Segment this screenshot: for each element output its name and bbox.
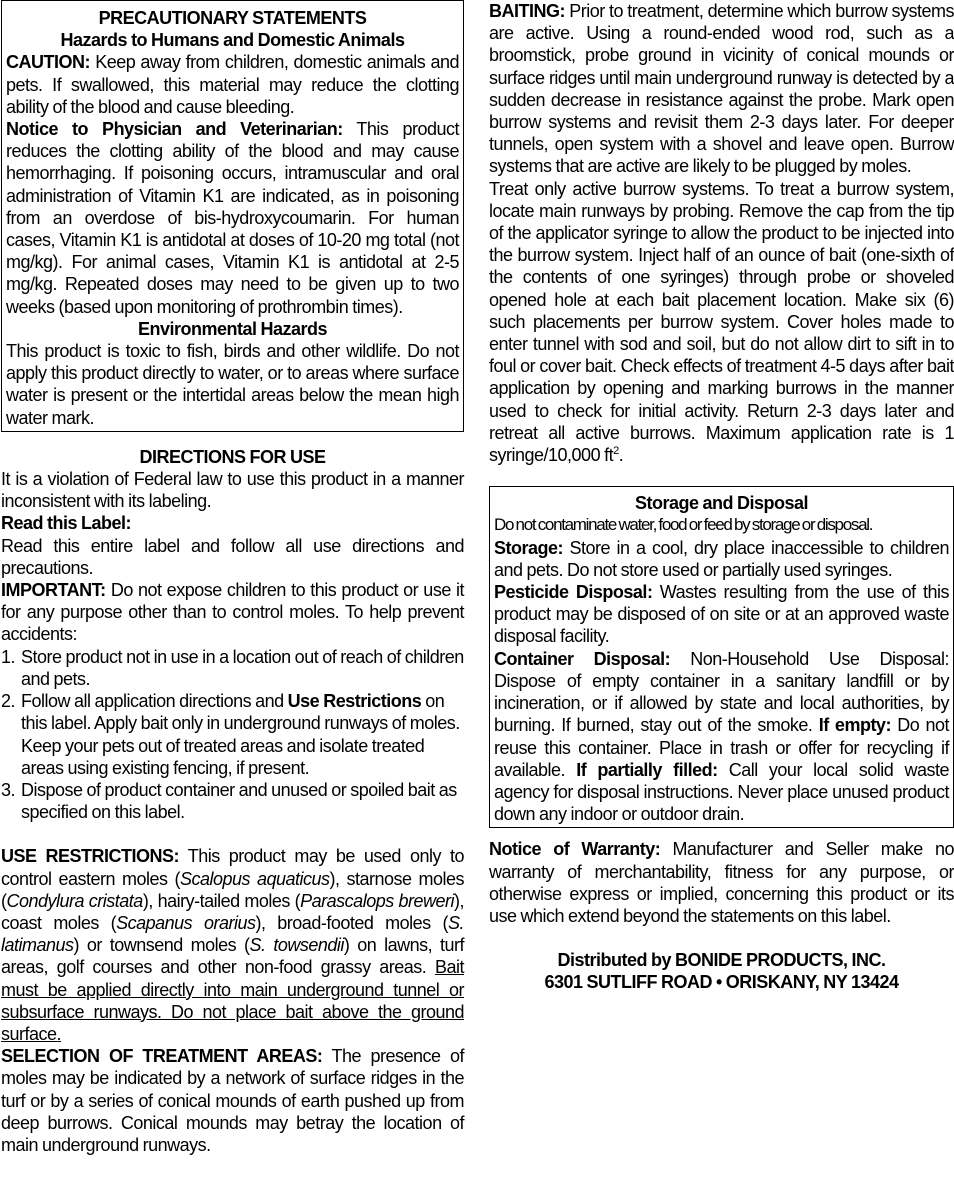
list-item-number: 1. <box>1 646 16 667</box>
use-restrictions-text: ), broad-footed moles ( <box>255 912 448 933</box>
list-item <box>1 779 464 823</box>
warranty-label: Notice of Warranty: <box>489 839 661 860</box>
container-disposal-label: Container Disposal: <box>494 648 671 669</box>
read-label-text: Read this entire label and follow all use directions and precautions. <box>1 535 464 578</box>
use-restrictions-text: ), hairy-tailed moles ( <box>142 890 301 911</box>
container-disposal-paragraph <box>494 648 949 826</box>
species-name: Parascalops breweri <box>300 890 454 911</box>
list-item-text: Follow all application directions and <box>21 691 288 712</box>
caution-paragraph <box>6 51 459 118</box>
storage-disposal-box <box>489 486 954 828</box>
list-item-number: 3. <box>1 779 16 800</box>
notice-text: This product reduces the clotting ability of the blood and may cause hemorrhaging. If poisoning occurs, intramuscular and oral administration of Vitamin K1 are indicated, as in poisoning from an overdose of bis-hydroxycoumarin. For human cases, Vitamin K1 is antidotal at doses of 10-20 mg total (not mg/kg). For animal cases, Vitamin K1 is antidotal at 2-5 mg/kg. Repeated doses may need to be given up to two weeks (based upon monitoring of prothrombin times). <box>6 119 459 317</box>
treat-text: Treat only active burrow systems. To treat a burrow system, locate main runways by probing. Remove the cap from the tip of the applicator syringe to allow the product to be injected into the burrow system. Inject half of an ounce of bait (one-sixth of the contents of one syringes) through probe or shoveled opened hole at each bait placement location. Make six (6) such placements per burrow system. Cover holes made to enter tunnel with sod and soil, but do not allow dirt to sift in to foul or cover bait. Check effects of treatment 4-5 days after bait application by opening and marking burrows in the manner used to check for initial activity. Return 2-3 days later and retreat all active burrows. Maximum application rate is 1 syringe/10,000 ft <box>489 178 954 466</box>
environmental-hazards-text: This product is toxic to fish, birds and other wildlife. Do not apply this product directly to water, or to areas where surface water is present or the intertidal areas below the mean high water mark. <box>6 341 459 428</box>
precautionary-title: PRECAUTIONARY STATEMENTS <box>98 8 367 28</box>
directions-intro: It is a violation of Federal law to use this product in a manner inconsistent with its labeling. <box>1 469 464 512</box>
square-superscript: 2 <box>613 445 619 458</box>
directions-title: DIRECTIONS FOR USE <box>139 446 326 467</box>
warranty-paragraph <box>489 838 954 927</box>
list-item <box>1 646 464 690</box>
use-restrictions-reference: Use Restrictions <box>287 691 422 712</box>
if-partially-filled-text: Call your local solid waste agency for disposal instructions. Never place unused product down any indoor or outdoor drain. <box>494 759 949 825</box>
list-item-number: 2. <box>1 691 16 712</box>
read-label-heading-text: Read this Label: <box>1 513 132 534</box>
use-restrictions-text: ), starnose moles ( <box>1 868 464 911</box>
caution-label: CAUTION: <box>6 52 90 73</box>
notice-label: Notice to Physician and Veterinarian: <box>6 119 343 140</box>
use-restrictions-text: ), coast moles ( <box>1 890 464 933</box>
pesticide-disposal-label: Pesticide Disposal: <box>494 582 653 603</box>
if-partially-filled-label: If partially filled: <box>576 759 718 780</box>
storage-subline: Do not contaminate water, food or feed by storage or disposal. <box>494 515 873 535</box>
directions-list <box>1 646 464 824</box>
baiting-text: Prior to treatment, determine which burrow systems are active. Using a round-ended wood rod, such as a broomstick, probe ground in vicinity of conical mounds or surface ridges until main underground runway is detected by a sudden decrease in resistance against the probe. Mark open burrow systems and revisit them 2-3 days later. For deeper tunnels, open system with a shovel and leave open. Burrow systems that are active are likely to be plugged by moles. <box>489 1 954 177</box>
treat-paragraph <box>489 178 954 467</box>
treat-text-end: . <box>618 445 624 466</box>
use-restrictions-text: ) on lawns, turf areas, golf courses and other non-food grassy areas. <box>1 935 464 978</box>
baiting-label: BAITING: <box>489 1 565 21</box>
species-name: Scapanus orarius <box>116 912 256 933</box>
species-name: S. latimanus <box>1 912 464 956</box>
selection-text: The presence of moles may be indicated by a network of surface ridges in the turf or by a series of conical mounds of earth pushed up from deep burrows. Conical mounds may betray the location of main underground runways. <box>1 1046 464 1155</box>
important-label: IMPORTANT: <box>1 580 106 601</box>
use-restrictions-text: This product may be used only to control eastern moles ( <box>1 846 464 889</box>
use-restrictions-text: ) or townsend moles ( <box>73 935 250 956</box>
storage-text: Store in a cool, dry place inaccessible to children and pets. Do not store used or partially used syringes. <box>494 537 949 580</box>
pesticide-disposal-text: Wastes resulting from the use of this product may be disposed of on site or at an approved waste disposal facility. <box>494 582 950 647</box>
species-name: S. towsendii <box>249 935 344 956</box>
if-empty-text: Do not reuse this container. Place in trash or offer for recycling if available. <box>494 715 949 780</box>
storage-heading: Storage and Disposal <box>634 493 809 514</box>
right-column <box>489 0 954 994</box>
important-text: Do not expose children to this product or use it for any purpose other than to control moles. To help prevent accidents: <box>1 580 464 645</box>
important-paragraph <box>1 579 464 646</box>
precautionary-statements-box <box>1 0 464 432</box>
bait-placement-warning: Bait must be applied directly into main underground tunnel or subsurface runways. Do not place bait above the ground surface. <box>1 957 464 1044</box>
distributor-name: Distributed by BONIDE PRODUCTS, INC. <box>557 950 886 971</box>
use-restrictions-label: USE RESTRICTIONS: <box>1 846 180 867</box>
list-item-text: Dispose of product container and unused or spoiled bait as specified on this label. <box>21 779 457 823</box>
notice-physician-paragraph <box>6 118 459 318</box>
pesticide-disposal-paragraph <box>494 581 949 648</box>
environmental-hazards-heading: Environmental Hazards <box>137 318 328 339</box>
use-restrictions-paragraph <box>1 845 464 1045</box>
list-item-text: Store product not in use in a location out of reach of children and pets. <box>21 646 464 689</box>
baiting-paragraph <box>489 0 954 178</box>
species-name: Scalopus aquaticus <box>179 868 330 889</box>
species-name: Condylura cristata <box>6 890 143 911</box>
storage-paragraph <box>494 537 949 581</box>
container-disposal-text: Non-Household Use Disposal: Dispose of empty container in a sanitary landfill or by incineration, or if allowed by state and local authorities, by burning. If burned, stay out of the smoke. <box>494 648 950 736</box>
selection-paragraph <box>1 1045 464 1156</box>
list-item-text-continued: on this label. Apply bait only in underground runways of moles. Keep your pets out of treated areas and isolate treated areas using existing fencing, if present. <box>21 691 460 778</box>
selection-label: SELECTION OF TREATMENT AREAS: <box>1 1046 323 1067</box>
warranty-text: Manufacturer and Seller make no warranty of merchantability, fitness for any purpose, or otherwise express or implied, concerning this product or its use which extend beyond the statements on this label. <box>489 839 954 926</box>
left-column <box>1 0 464 1156</box>
distributor-address: 6301 SUTLIFF ROAD • ORISKANY, NY 13424 <box>544 972 899 993</box>
hazards-humans-heading: Hazards to Humans and Domestic Animals <box>60 30 405 51</box>
caution-text: Keep away from children, domestic animals and pets. If swallowed, this material may reduce the clotting ability of the blood and cause bleeding. <box>6 52 459 117</box>
read-label-heading <box>1 512 464 534</box>
if-empty-label: If empty: <box>818 715 891 736</box>
storage-label: Storage: <box>494 537 564 558</box>
list-item <box>1 690 464 779</box>
